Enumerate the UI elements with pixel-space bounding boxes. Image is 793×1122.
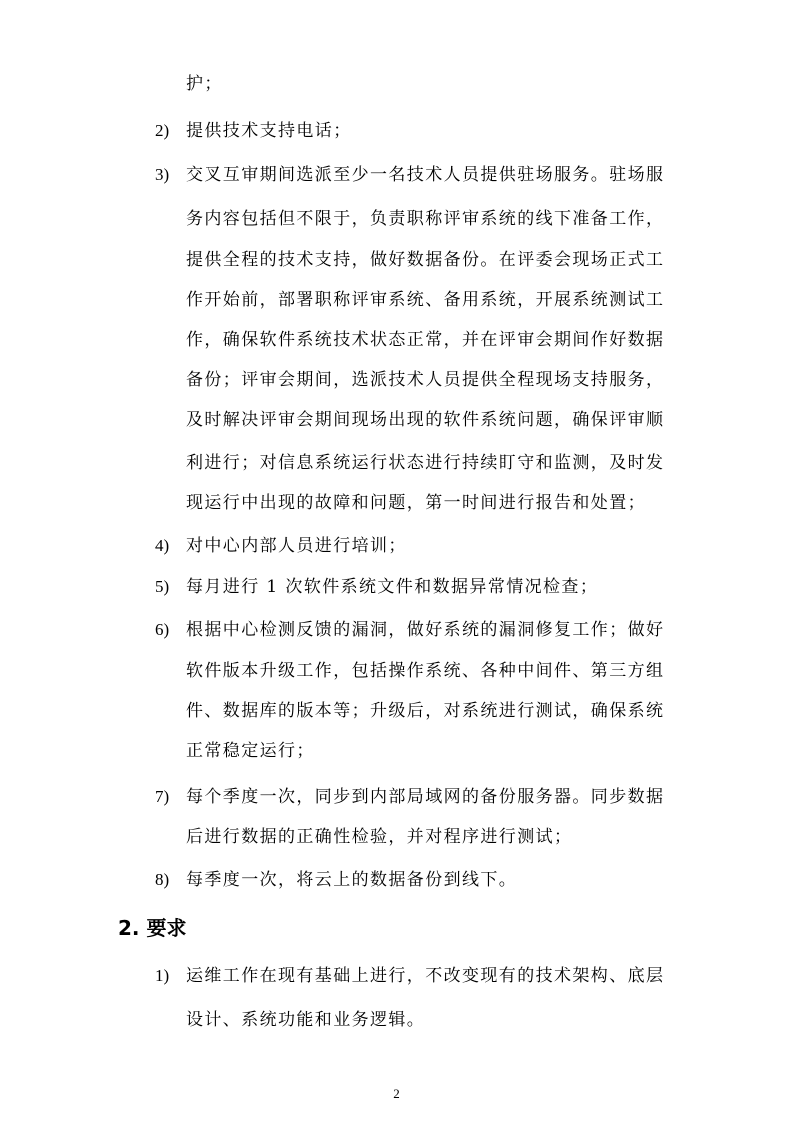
- list-number: 6): [155, 620, 170, 639]
- text-line: 现运行中出现的故障和问题，第一时间进行报告和处置；: [186, 493, 646, 513]
- text-line: 件、数据库的版本等；升级后，对系统进行测试，确保系统: [186, 701, 665, 721]
- list-number: 5): [155, 577, 170, 596]
- text-line: 每个季度一次，同步到内部局域网的备份服务器。同步数据: [186, 787, 665, 807]
- list-number: 7): [155, 787, 170, 806]
- list-number: 1): [155, 966, 170, 985]
- text-line: 每季度一次，将云上的数据备份到线下。: [186, 870, 518, 890]
- text-line: 后进行数据的正确性检验，并对程序进行测试；: [186, 827, 573, 847]
- text-line: 根据中心检测反馈的漏洞，做好系统的漏洞修复工作；做好: [186, 620, 665, 640]
- text-line: 作，确保软件系统技术状态正常，并在评审会期间作好数据: [186, 330, 665, 350]
- text-line: 及时解决评审会期间现场出现的软件系统问题，确保评审顺: [186, 410, 665, 430]
- list-number: 3): [155, 165, 170, 184]
- text-line: 正常稳定运行；: [186, 741, 315, 761]
- text-line: 交叉互审期间选派至少一名技术人员提供驻场服务。驻场服: [186, 165, 665, 185]
- text-line: 每月进行 1 次软件系统文件和数据异常情况检查；: [186, 577, 599, 597]
- text-line: 备份；评审会期间，选派技术人员提供全程现场支持服务，: [186, 370, 665, 390]
- text-line: 护；: [186, 74, 223, 94]
- text-line: 运维工作在现有基础上进行，不改变现有的技术架构、底层: [186, 966, 665, 986]
- text-line: 作开始前，部署职称评审系统、备用系统，开展系统测试工: [186, 290, 665, 310]
- text-line: 提供全程的技术支持，做好数据备份。在评委会现场正式工: [186, 250, 665, 270]
- text-line: 利进行；对信息系统运行状态进行持续盯守和监测，及时发: [186, 453, 665, 473]
- page-number: 2: [393, 1086, 400, 1101]
- list-number: 4): [155, 536, 170, 555]
- section-heading: 2. 要求: [118, 916, 187, 940]
- text-line: 设计、系统功能和业务逻辑。: [186, 1010, 426, 1030]
- text-line: 提供技术支持电话；: [186, 121, 352, 141]
- text-line: 务内容包括但不限于，负责职称评审系统的线下准备工作，: [186, 209, 665, 229]
- list-number: 2): [155, 121, 170, 140]
- text-line: 软件版本升级工作，包括操作系统、各种中间件、第三方组: [186, 661, 665, 681]
- list-number: 8): [155, 870, 170, 889]
- text-line: 对中心内部人员进行培训；: [186, 536, 407, 556]
